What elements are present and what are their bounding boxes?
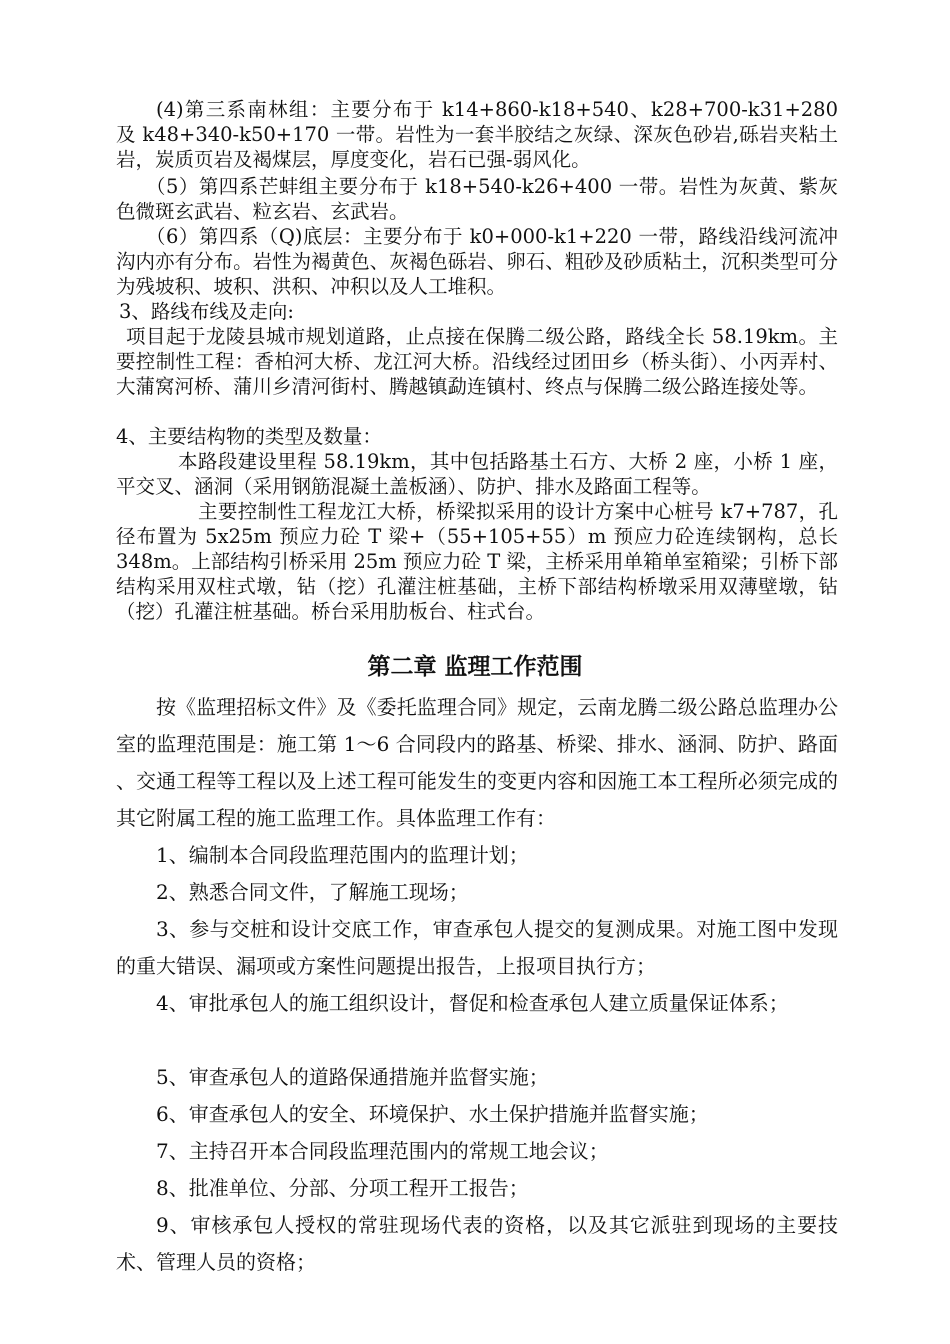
structures-heading: 4、主要结构物的类型及数量： <box>116 425 382 448</box>
geology-item-5: （5）第四系芒蚌组主要分布于 k18+540-k26+400 一带。岩性为灰黄、紫灰色微斑玄武岩、粒玄岩、玄武岩。 <box>116 175 838 223</box>
scope-item-1: 1、编制本合同段监理范围内的监理计划； <box>156 843 529 867</box>
geology-item-6: （6）第四系（Q)底层：主要分布于 k0+000-k1+220 一带，路线沿线河流冲沟内亦有分布。岩性为褐黄色、灰褐色砾岩、卵石、粗砂及砂质粘土，沉积类型可分为残坡积、坡积、洪积、冲积以及人工堆积。 <box>116 225 838 298</box>
scope-item-3: 3、参与交桩和设计交底工作，审查承包人提交的复测成果。对施工图中发现的重大错误、漏项或方案性问题提出报告，上报项目执行方； <box>116 917 838 978</box>
scope-item-7: 7、主持召开本合同段监理范围内的常规工地会议； <box>156 1139 609 1163</box>
scope-item-6: 6、审查承包人的安全、环境保护、水土保护措施并监督实施； <box>156 1102 709 1126</box>
chapter-title: 第二章 监理工作范围 <box>367 654 583 680</box>
bridge-paragraph: 主要控制性工程龙江大桥，桥梁拟采用的设计方案中心桩号 k7+787，孔径布置为 5x25m 预应力砼 T 梁+（55+105+55）m 预应力砼连续钢构，总长 348m。上部结构引桥采用 25m 预应力砼 T 梁，主桥采用单箱单室箱梁；引桥下部结构采用双柱式墩，钻（挖）孔灌注桩基础，主桥下部结构桥墩采用双薄壁墩，钻（挖）孔灌注桩基础。桥台采用肋板台、柱式台。 <box>116 500 838 623</box>
structures-paragraph: 本路段建设里程 58.19km，其中包括路基土石方、大桥 2 座，小桥 1 座，平交叉、涵洞（采用钢筋混凝土盖板涵）、防护、排水及路面工程等。 <box>116 450 838 498</box>
scope-intro: 按《监理招标文件》及《委托监理合同》规定，云南龙腾二级公路总监理办公室的监理范围是：施工第 1～6 合同段内的路基、桥梁、排水、涵洞、防护、路面 、交通工程等工程以及上述工程可能发生的变更内容和因施工本工程所必须完成的其它附属工程的施工监理工作。具体监理工作有： <box>116 695 838 830</box>
route-paragraph: 项目起于龙陵县城市规划道路，止点接在保腾二级公路，路线全长 58.19km。主要控制性工程：香柏河大桥、龙江河大桥。沿线经过团田乡（桥头街）、小丙弄村、大蒲窝河桥、蒲川乡清河街村、腾越镇勐连镇村、终点与保腾二级公路连接处等。 <box>116 325 838 398</box>
scope-item-9: 9、审核承包人授权的常驻现场代表的资格，以及其它派驻到现场的主要技术、管理人员的资格； <box>116 1213 838 1274</box>
scope-item-8: 8、批准单位、分部、分项工程开工报告； <box>156 1176 529 1200</box>
route-heading: 3、路线布线及走向: <box>119 300 294 323</box>
scope-item-2: 2、熟悉合同文件，了解施工现场； <box>156 880 469 904</box>
scope-item-5: 5、审查承包人的道路保通措施并监督实施； <box>156 1065 549 1089</box>
geology-item-4: (4)第三系南林组：主要分布于 k14+860-k18+540、k28+700-k31+280 及 k48+340-k50+170 一带。岩性为一套半胶结之灰绿、深灰色砂岩,砾岩夹粘土岩，炭质页岩及褐煤层，厚度变化，岩石已强-弱风化。 <box>116 98 838 171</box>
scope-item-4: 4、审批承包人的施工组织设计，督促和检查承包人建立质量保证体系； <box>156 991 789 1015</box>
